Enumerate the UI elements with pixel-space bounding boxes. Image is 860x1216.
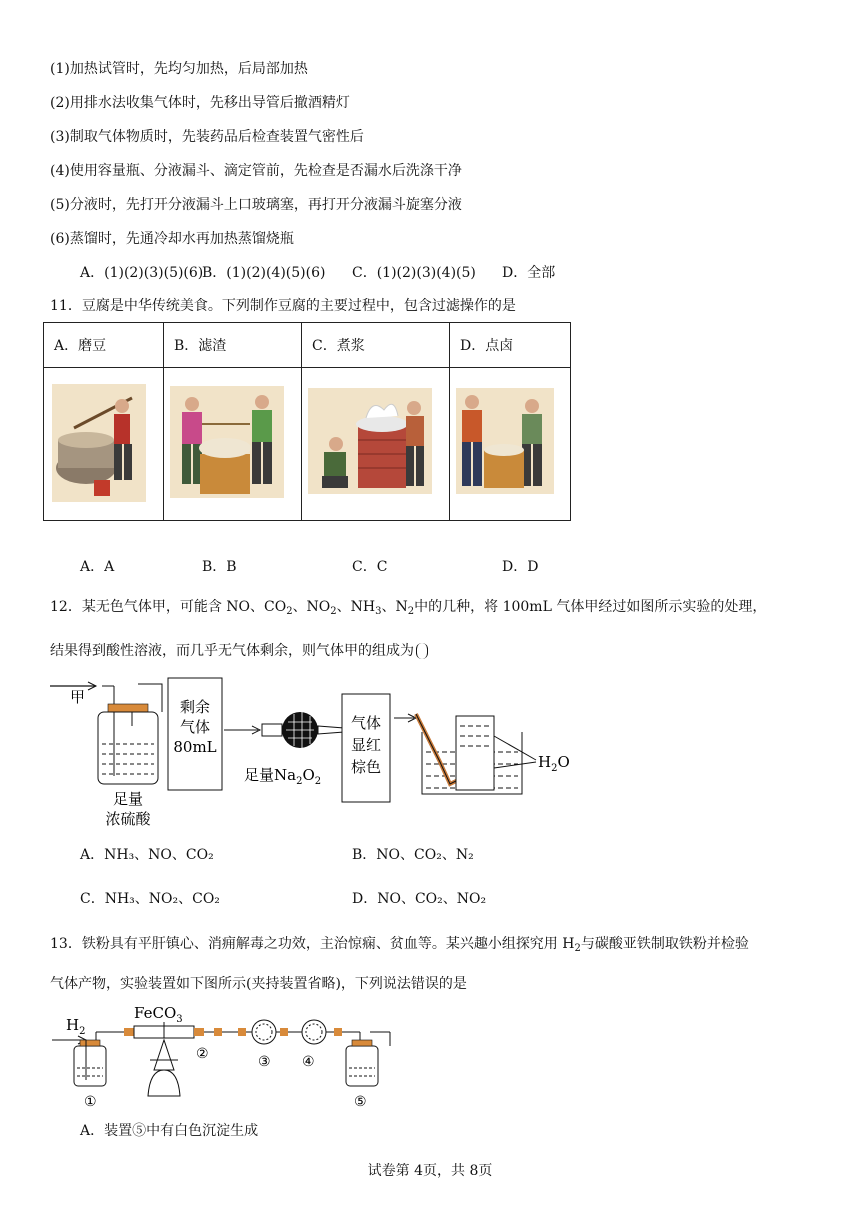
q11-option-c: C．C	[352, 559, 388, 575]
q11-option-b: B．B	[202, 559, 237, 575]
q12-option-c: C．NH₃、NO₂、CO₂	[80, 891, 220, 907]
q10-item-1: (1)加热试管时，先均匀加热，后局部加热	[50, 61, 308, 77]
box2-line3: 棕色	[350, 758, 382, 776]
box2-line2: 显红	[350, 736, 382, 754]
q11-image-cell-b	[164, 368, 302, 521]
q10-option-c: C．(1)(2)(3)(4)(5)	[352, 265, 476, 281]
q10-item-4: (4)使用容量瓶、分液漏斗、滴定管前，先检查是否漏水后洗涤干净	[50, 163, 462, 179]
bottle-1	[74, 1046, 106, 1086]
q12-stem-part: 中的几种，将 100mL 气体甲经过如图所示实验的处理，	[414, 599, 767, 615]
label-h2o: $H_2O$	[538, 753, 570, 774]
q10-item-3: (3)制取气体物质时，先装药品后检查装置气密性后	[50, 129, 364, 145]
label-jia: 甲	[70, 688, 86, 706]
box1-line2: 气体	[179, 718, 211, 736]
q11-image-cell-c	[302, 368, 450, 521]
q11-image-cell-a	[44, 368, 164, 521]
q11-option-a: A．A	[80, 559, 115, 575]
q10-option-b: B．(1)(2)(4)(5)(6)	[202, 265, 326, 281]
adding-coagulant-illustration	[450, 368, 560, 516]
q13-stem: 13．铁粉具有平肝镇心、消痈解毒之功效，主治惊痫、贫血等。某兴趣小组探究用 $H_2$与碳酸亚铁制取铁粉并检验	[50, 936, 749, 954]
label-na2o2: 足量$Na_2O_2$	[244, 766, 322, 787]
label-3: ③	[258, 1054, 271, 1070]
q12-option-b: B．NO、CO₂、N₂	[352, 847, 474, 863]
label-1: ①	[84, 1094, 97, 1110]
q10-item-5: (5)分液时，先打开分液漏斗上口玻璃塞，再打开分液漏斗旋塞分液	[50, 197, 462, 213]
label-acid-2: 浓硫酸	[105, 810, 151, 828]
page-footer: 试卷第 4页，共 8页	[367, 1163, 493, 1179]
answer-parentheses	[416, 643, 428, 659]
q12-option-d: D．NO、CO₂、NO₂	[352, 891, 487, 907]
q12-apparatus-diagram	[48, 672, 608, 832]
q12-stem-line2	[50, 641, 430, 661]
q13-stem-part: 与碳酸亚铁制取铁粉并检验	[580, 936, 749, 952]
q12-stem-part: 12．某无色气体甲，可能含 NO、CO	[50, 599, 287, 615]
grinding-beans-illustration	[44, 368, 153, 516]
q12-stem-part: 、NH	[336, 599, 376, 615]
q12-stem-part: 、N	[381, 599, 408, 615]
q10-option-a: A．(1)(2)(3)(5)(6)	[80, 265, 204, 281]
boiling-pulp-illustration	[302, 368, 439, 516]
q11-image-cell-d	[450, 368, 571, 521]
wash-bottle	[98, 712, 158, 784]
bottle-5	[346, 1046, 378, 1086]
filtering-residue-illustration	[164, 368, 291, 516]
q13-apparatus-diagram	[50, 1000, 410, 1110]
q12-stem: 12．某无色气体甲，可能含 NO、$CO_2$、$NO_2$、$NH_3$、$N_2$中的几种，将 100mL 气体甲经过如图所示实验的处理，	[50, 599, 767, 617]
q11-header-b: B．滤渣	[164, 323, 302, 368]
q11-table	[43, 322, 571, 521]
label-h2: $H_2$	[66, 1016, 86, 1037]
q10-option-d: D．全部	[502, 265, 556, 281]
q11-header-d: D．点卤	[450, 323, 571, 368]
q12-stem-part: 结果得到酸性溶液，而几乎无气体剩余，则气体甲的组成为	[50, 643, 414, 659]
label-4: ④	[302, 1054, 315, 1070]
label-2: ②	[196, 1046, 209, 1062]
q11-option-d: D．D	[502, 559, 539, 575]
q11-header-a: A．磨豆	[44, 323, 164, 368]
label-5: ⑤	[354, 1094, 367, 1110]
box2-line1: 气体	[350, 714, 382, 732]
q11-stem: 11．豆腐是中华传统美食。下列制作豆腐的主要过程中，包含过滤操作的是	[50, 298, 516, 314]
q10-item-2: (2)用排水法收集气体时，先移出导管后撤酒精灯	[50, 95, 350, 111]
box1-line1: 剩余	[179, 698, 211, 716]
inverted-tube	[456, 716, 494, 790]
q11-header-c: C．煮浆	[302, 323, 450, 368]
q10-item-6: (6)蒸馏时，先通冷却水再加热蒸馏烧瓶	[50, 231, 294, 247]
box1-line3: 80mL	[173, 738, 217, 756]
alcohol-lamp	[148, 1070, 180, 1096]
q13-option-a: A．装置⑤中有白色沉淀生成	[80, 1123, 259, 1139]
label-acid-1: 足量	[112, 790, 144, 808]
q12-option-a: A．NH₃、NO、CO₂	[80, 847, 214, 863]
label-feco3: FeCO$_3$	[134, 1004, 183, 1025]
q13-stem-part: 13．铁粉具有平肝镇心、消痈解毒之功效，主治惊痫、贫血等。某兴趣小组探究用 H	[50, 936, 575, 952]
q13-stem-line2: 气体产物，实验装置如下图所示(夹持装置省略)，下列说法错误的是	[50, 976, 467, 992]
q12-stem-part: 、NO	[292, 599, 331, 615]
